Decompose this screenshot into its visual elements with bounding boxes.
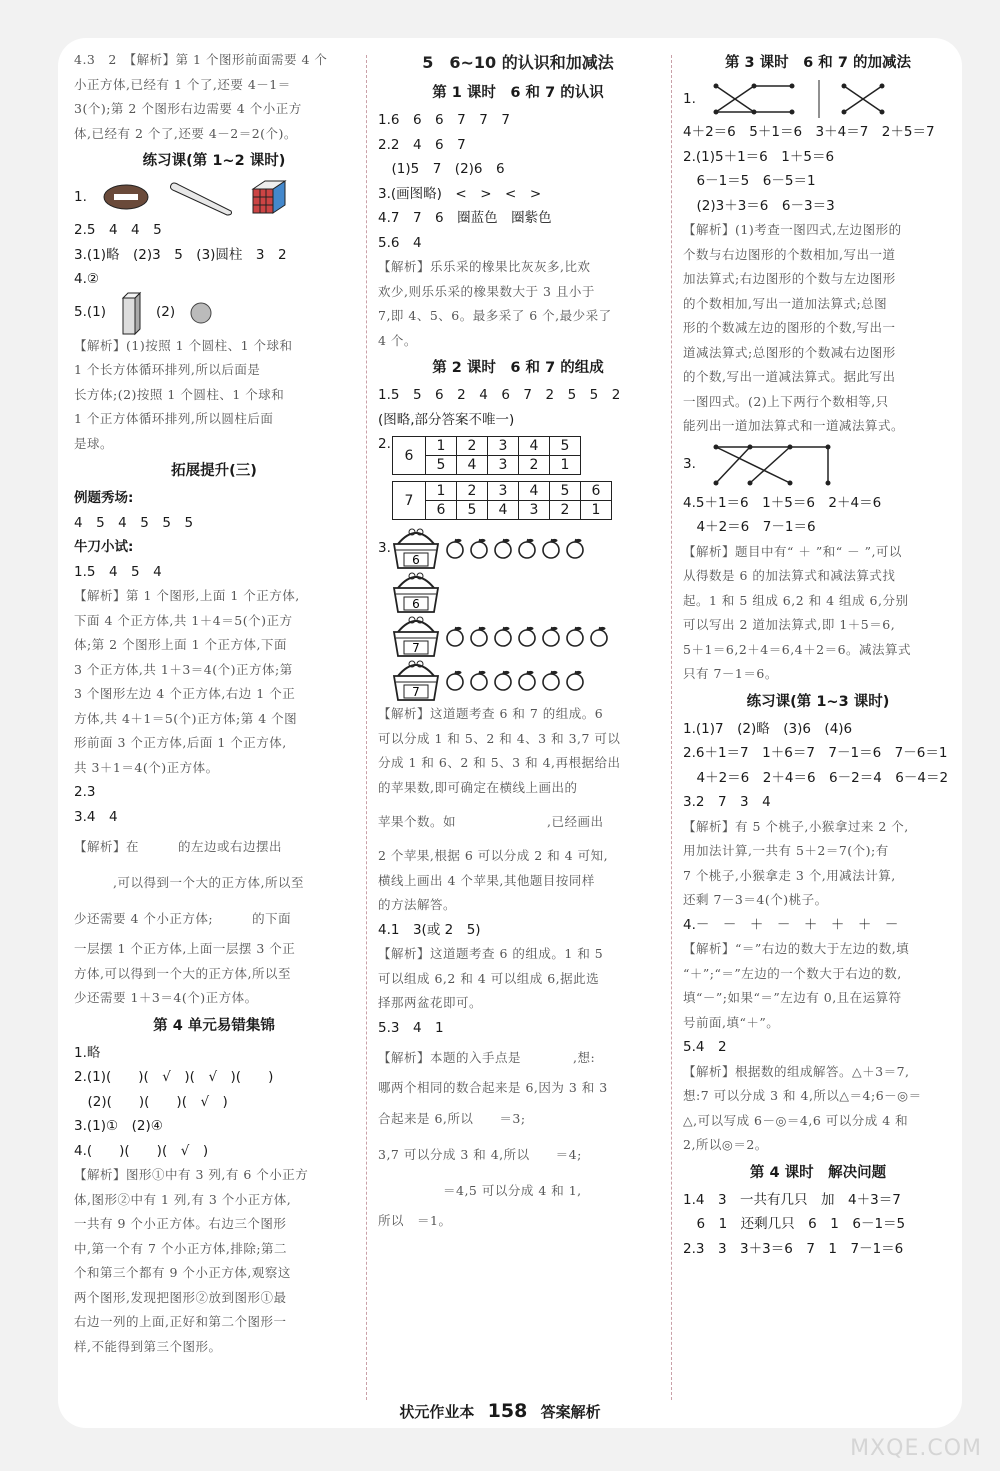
analysis-text: 3,7 可以分成 3 和 4,所以 ＝4; [378, 1146, 582, 1162]
analysis-text: 想:7 可以分成 3 和 4,所以△＝4;6－◎＝ [683, 1088, 922, 1103]
column-divider [671, 55, 672, 1400]
analysis-text: 苹果个数。如 ,已经画出 [378, 814, 604, 829]
apple-icon [444, 669, 466, 691]
answer-line: 3.(画图略) < > < > [378, 185, 542, 202]
answer-item-with-pictures [74, 292, 354, 334]
basket-number: 7 [412, 641, 420, 655]
matching-lines-answer [683, 439, 953, 491]
analysis-text: 【解析】(1)按照 1 个圆柱、1 个球和 [74, 337, 293, 353]
subsection-label: 例题秀场: [74, 490, 134, 506]
answer-line: 1.4 3 一共有几只 加 4＋3＝7 [683, 1191, 901, 1208]
separator-line [814, 80, 824, 118]
table-cell: 3 [488, 482, 519, 501]
analysis-text: 分成 1 和 6、2 和 5、3 和 4,再根据给出 [378, 755, 621, 770]
analysis-text: 样,不能得到第三个图形。 [74, 1338, 222, 1354]
answer-number: 3. [683, 456, 696, 473]
analysis-text: 3(个);第 2 个图形右边需要 4 个小正方 [74, 101, 302, 116]
table-cell: 3 [488, 456, 519, 475]
answer-line: 4.② [74, 271, 99, 287]
section-heading: 第 2 课时 6 和 7 的组成 [432, 360, 604, 376]
analysis-text: 横线上画出 4 个苹果,其他题目按同样 [378, 872, 595, 888]
analysis-text: 【解析】本题的入手点是 ,想: [378, 1050, 596, 1065]
answer-line: 5.3 4 1 [378, 1019, 444, 1036]
analysis-text: 7,即 4、5、6。最多采了 6 个,最少采了 [378, 308, 612, 323]
analysis-text: 体,图形②中有 1 列,有 3 个小正方体, [74, 1191, 292, 1207]
basket-number: 7 [412, 685, 420, 699]
analysis-text: 【解析】根据数的组成解答。△＋3＝7, [683, 1063, 910, 1079]
answer-number: 3. [378, 539, 391, 556]
basket-number: 6 [412, 553, 420, 567]
table-cell: 5 [550, 437, 581, 456]
answer-number: 1. [683, 90, 696, 107]
analysis-text: 还剩 7－3＝4(个)桃子。 [683, 892, 828, 907]
basket-icon [390, 614, 442, 658]
analysis-text: 【解析】这道题考查 6 和 7 的组成。6 [378, 706, 604, 721]
answer-line: 5.4 2 [683, 1039, 727, 1055]
apple-icon [492, 669, 514, 691]
table-cell: 1 [550, 456, 581, 475]
analysis-text: 【解析】(1)考查一图四式,左边图形的 [683, 222, 902, 237]
answer-line: 2.(1)5＋1＝6 1＋5＝6 [683, 148, 835, 165]
answer-column-right [683, 48, 953, 1261]
table-cell: 5 [457, 501, 488, 520]
sub-answer-label: (2) [156, 304, 176, 321]
analysis-text: 4.3 2 【解析】第 1 个图形前面需要 4 个 [74, 52, 328, 67]
analysis-text: 4 个。 [378, 332, 417, 348]
answer-line: 3.(1)① (2)④ [74, 1118, 163, 1134]
apple-icon [516, 669, 538, 691]
apple-icon [492, 537, 514, 559]
apple-icon [564, 625, 586, 647]
table-cell: 3 [488, 437, 519, 456]
analysis-text: 【解析】题目中有“ ＋ ”和“ － ”,可以 [683, 543, 902, 559]
answer-line: 4.5＋1＝6 1＋5＝6 2＋4＝6 [683, 494, 882, 511]
apple-icon [468, 537, 490, 559]
matching-lines-diagram [710, 441, 840, 489]
analysis-text: 【解析】“＝”右边的数大于左边的数,填 [683, 941, 910, 956]
answer-line: 4＋2＝6 5＋1＝6 3＋4＝7 2＋5＝7 [683, 124, 935, 140]
table-cell: 5 [550, 482, 581, 501]
site-watermark: MXQE.COM [850, 1436, 982, 1461]
cross-lines-diagram [838, 80, 888, 118]
answer-column-left [74, 48, 354, 1359]
apple-icon [564, 537, 586, 559]
apple-icon [540, 537, 562, 559]
analysis-text: 个数与右边图形的个数相加,写出一道 [683, 246, 896, 262]
analysis-text: 5＋1＝6,2＋4＝6,4＋2＝6。减法算式 [683, 641, 912, 657]
analysis-text: 的个数相加,写出一道加法算式;总图 [683, 295, 888, 311]
number-composition-table [392, 436, 581, 475]
section-heading: 第 4 课时 解决问题 [749, 1164, 887, 1181]
basket-apple-rows [378, 526, 658, 702]
answer-line: 1.5 4 5 4 [74, 563, 162, 580]
rubik-cube-icon [249, 177, 289, 217]
section-heading: 拓展提升(三) [171, 463, 257, 479]
answer-line: 4＋2＝6 7－1＝6 [683, 519, 816, 535]
answer-line: 2.5 4 4 5 [74, 222, 162, 238]
analysis-text: △,可以写成 6－◎＝4,6 可以分成 4 和 [683, 1112, 909, 1128]
answer-line: 4＋2＝6 2＋4＝6 6－2＝4 6－4＝2 [683, 769, 949, 786]
analysis-text: 加法算式;右边图形的个数与左边图形 [683, 271, 896, 286]
table-cell: 6 [426, 501, 457, 520]
answer-line: 4.－ － ＋ － ＋ ＋ ＋ － [683, 916, 899, 933]
answer-number: 5.(1) [74, 304, 107, 321]
basket-row [378, 658, 658, 702]
section-heading: 第 3 课时 6 和 7 的加减法 [724, 55, 911, 71]
answer-line: 2.3 [74, 784, 96, 800]
football-icon [101, 180, 151, 214]
table-total: 7 [393, 482, 426, 520]
analysis-text: 【解析】这道题考查 6 的组成。1 和 5 [378, 946, 604, 961]
section-heading: 第 4 单元易错集锦 [153, 1017, 275, 1034]
analysis-text: 【解析】图形①中有 3 列,有 6 个小正方 [74, 1167, 309, 1182]
table-cell: 5 [426, 456, 457, 475]
analysis-text: 体;第 2 个图形上面 1 个正方体,下面 [74, 637, 287, 652]
answer-line: 2.3 3 3＋3＝6 7 1 7－1＝6 [683, 1240, 904, 1257]
analysis-text: 右边一列的上面,正好和第二个图形一 [74, 1314, 287, 1329]
analysis-text: 方体,共 4＋1＝5(个)正方体;第 4 个图 [74, 710, 298, 726]
table-cell: 1 [426, 437, 457, 456]
analysis-text: “＋”;“＝”左边的一个数大于右边的数, [683, 965, 902, 981]
basket-icon [390, 570, 442, 614]
answer-column-middle [378, 48, 658, 1233]
analysis-text: 哪两个相同的数合起来是 6,因为 3 和 3 [378, 1080, 608, 1095]
analysis-text: 号前面,填“＋”。 [683, 1014, 780, 1030]
analysis-text: 起。1 和 5 组成 6,2 和 4 组成 6,分别 [683, 592, 909, 608]
analysis-text: 所以 ＝1。 [378, 1212, 452, 1228]
analysis-text: 一层摆 1 个正方体,上面一层摆 3 个正 [74, 941, 296, 956]
analysis-text: 1 个长方体循环排列,所以后面是 [74, 362, 261, 377]
answer-line: 4.1 3(或 2 5) [378, 921, 481, 938]
table-cell: 6 [581, 482, 612, 501]
analysis-text: 形的个数减左边的图形的个数,写出一 [683, 320, 896, 335]
answer-line: 1.6 6 6 7 7 7 [378, 112, 510, 128]
analysis-text: 小正方体,已经有 1 个了,还要 4－1＝ [74, 76, 291, 92]
analysis-text: 【解析】在 的左边或右边摆出 [74, 839, 283, 854]
answer-line: 2.6＋1＝7 1＋6＝7 7－1＝6 7－6＝1 [683, 745, 948, 761]
column-divider [366, 55, 367, 1400]
analysis-text: 3 个图形左边 4 个正方体,右边 1 个正 [74, 686, 296, 701]
analysis-text: 少还需要 1＋3＝4(个)正方体。 [74, 990, 258, 1005]
answer-line: 1.略 [74, 1044, 101, 1061]
analysis-text: 一图四式。(2)上下两行个数相等,只 [683, 393, 889, 409]
apple-icon [540, 625, 562, 647]
apple-icon [540, 669, 562, 691]
apple-icon [444, 625, 466, 647]
answer-line: 1.(1)7 (2)略 (3)6 (4)6 [683, 720, 853, 737]
analysis-text: 方体,可以得到一个大的正方体,所以至 [74, 965, 291, 981]
basket-row [378, 570, 658, 614]
answer-item-with-pictures [74, 176, 354, 218]
analysis-text: 1 个正方体循环排列,所以圆柱后面 [74, 411, 274, 426]
answer-line: 6－1＝5 6－5＝1 [683, 173, 816, 189]
analysis-text: 7 个桃子,小猴拿走 3 个,用减法计算, [683, 867, 896, 883]
basket-row [378, 614, 658, 658]
table-cell: 4 [457, 456, 488, 475]
table-cell: 1 [581, 501, 612, 520]
apple-icon [516, 625, 538, 647]
analysis-text: 的苹果数,即可确定在横线上画出的 [378, 779, 578, 795]
answer-line: 2.(1)( )( √ )( √ )( ) [74, 1069, 274, 1085]
analysis-text: 从得数是 6 的加法算式和减法算式找 [683, 568, 896, 583]
analysis-text: 形前面 3 个正方体,后面 1 个正方体, [74, 735, 287, 750]
answer-line: 6 1 还剩几只 6 1 6－1＝5 [683, 1216, 906, 1232]
analysis-text: 共 3＋1＝4(个)正方体。 [74, 759, 219, 775]
baseball-bat-icon [165, 177, 235, 217]
analysis-text: 3 个正方体,共 1＋3＝4(个)正方体;第 [74, 661, 293, 677]
answer-line: 1.5 5 6 2 4 6 7 2 5 5 2 [378, 387, 621, 403]
footer-section-name: 答案解析 [540, 1403, 601, 1421]
apple-icon [516, 537, 538, 559]
answer-line: 3.(1)略 (2)3 5 (3)圆柱 3 2 [74, 246, 287, 263]
analysis-text: 用加法计算,一共有 5＋2＝7(个);有 [683, 843, 889, 858]
analysis-text: 长方体;(2)按照 1 个圆柱、1 个球和 [74, 386, 285, 402]
analysis-text: 【解析】有 5 个桃子,小猴拿过来 2 个, [683, 818, 909, 834]
analysis-text: 可以分成 1 和 5、2 和 4、3 和 3,7 可以 [378, 730, 621, 746]
answer-number: 1. [74, 188, 87, 205]
section-heading: 练习课(第 1~2 课时) [142, 153, 286, 169]
table-total: 6 [393, 437, 426, 475]
apple-icon [468, 625, 490, 647]
table-cell: 1 [426, 482, 457, 501]
analysis-text: 两个图形,发现把图形②放到图形①最 [74, 1289, 287, 1305]
table-cell: 3 [519, 501, 550, 520]
table-cell: 4 [519, 482, 550, 501]
matching-lines-diagram [710, 80, 800, 118]
analysis-text: 择那两盆花即可。 [378, 995, 483, 1010]
section-heading: 第 1 课时 6 和 7 的认识 [432, 85, 604, 101]
analysis-text: 体,已经有 2 个了,还要 4－2＝2(个)。 [74, 125, 297, 141]
apple-icon [492, 625, 514, 647]
analysis-text: 填“－”;如果“＝”左边有 0,且在运算符 [683, 990, 902, 1005]
answer-line: 4.( )( )( √ ) [74, 1142, 209, 1159]
answer-line: (图略,部分答案不唯一) [378, 411, 515, 428]
matching-lines-answer [683, 78, 953, 120]
apple-icon [468, 669, 490, 691]
analysis-text: 一共有 9 个小正方体。右边三个图形 [74, 1216, 287, 1231]
cuboid-icon [120, 290, 142, 336]
number-composition-table [392, 481, 612, 520]
subsection-label: 牛刀小试: [74, 539, 134, 555]
analysis-text: 是球。 [74, 435, 114, 451]
analysis-text: 个和第三个都有 9 个小正方体,观察这 [74, 1265, 291, 1280]
analysis-text: 2,所以◎＝2。 [683, 1137, 768, 1152]
analysis-text: 只有 7－1＝6。 [683, 666, 778, 681]
answer-line: (2)3＋3＝6 6－3＝3 [683, 197, 835, 214]
analysis-text: 可以写出 2 道加法算式,即 1＋5＝6, [683, 617, 896, 632]
answer-line: 4 5 4 5 5 5 [74, 514, 194, 531]
table-cell: 2 [519, 456, 550, 475]
analysis-text: ,可以得到一个大的正方体,所以至 [74, 875, 304, 890]
table-cell: 2 [550, 501, 581, 520]
table-cell: 4 [488, 501, 519, 520]
sphere-icon [189, 301, 213, 325]
answer-line: (1)5 7 (2)6 6 [378, 161, 505, 177]
answer-line: 2.2 4 6 7 [378, 136, 466, 153]
table-cell: 2 [457, 482, 488, 501]
analysis-text: 欢少,则乐乐采的橡果数大于 3 且小于 [378, 283, 595, 299]
basket-icon [390, 526, 442, 570]
analysis-text: 能列出一道加法算式和一道减法算式。 [683, 418, 905, 433]
analysis-text: 【解析】乐乐采的橡果比灰灰多,比欢 [378, 259, 591, 274]
page-number: 158 [487, 1400, 528, 1422]
apple-icon [588, 625, 610, 647]
analysis-text: 合起来是 6,所以 ＝3; [378, 1110, 526, 1126]
analysis-text: 可以组成 6,2 和 4 可以组成 6,据此选 [378, 970, 600, 986]
apple-icon [444, 537, 466, 559]
apple-icon [564, 669, 586, 691]
basket-icon [390, 658, 442, 702]
basket-row [378, 526, 658, 570]
analysis-text: 的个数,写出一道减法算式。据此写出 [683, 369, 896, 384]
analysis-text: 少还需要 4 个小正方体; 的下面 [74, 911, 292, 926]
analysis-text: ＝4,5 可以分成 4 和 1, [378, 1182, 582, 1198]
table-cell: 4 [519, 437, 550, 456]
analysis-text: 【解析】第 1 个图形,上面 1 个正方体, [74, 588, 300, 603]
answer-line: (2)( )( )( √ ) [74, 1093, 228, 1110]
footer-book-name: 状元作业本 [399, 1403, 475, 1421]
section-heading: 5 6~10 的认识和加减法 [422, 53, 614, 72]
composition-tables: 2. 6 1 2 3 4 5 5 4 3 2 1 7 1 2 3 4 5 6 6 5 4 3 2 1 [378, 432, 658, 520]
analysis-text: 中,第一个有 7 个小正方体,排除;第二 [74, 1240, 288, 1256]
analysis-text: 的方法解答。 [378, 897, 457, 912]
answer-line: 3.2 7 3 4 [683, 794, 771, 810]
analysis-text: 2 个苹果,根据 6 可以分成 2 和 4 可知, [378, 848, 609, 863]
answer-line: 4.7 7 6 圈蓝色 圈紫色 [378, 210, 552, 226]
analysis-text: 道减法算式;总图形的个数减右边图形 [683, 344, 896, 360]
answer-line: 5.6 4 [378, 234, 422, 251]
answer-line: 3.4 4 [74, 808, 118, 825]
basket-number: 6 [412, 597, 420, 611]
section-heading: 练习课(第 1~3 课时) [746, 693, 890, 710]
table-cell: 2 [457, 437, 488, 456]
page-footer [0, 1400, 1000, 1422]
analysis-text: 下面 4 个正方体,共 1＋4＝5(个)正方 [74, 612, 293, 628]
